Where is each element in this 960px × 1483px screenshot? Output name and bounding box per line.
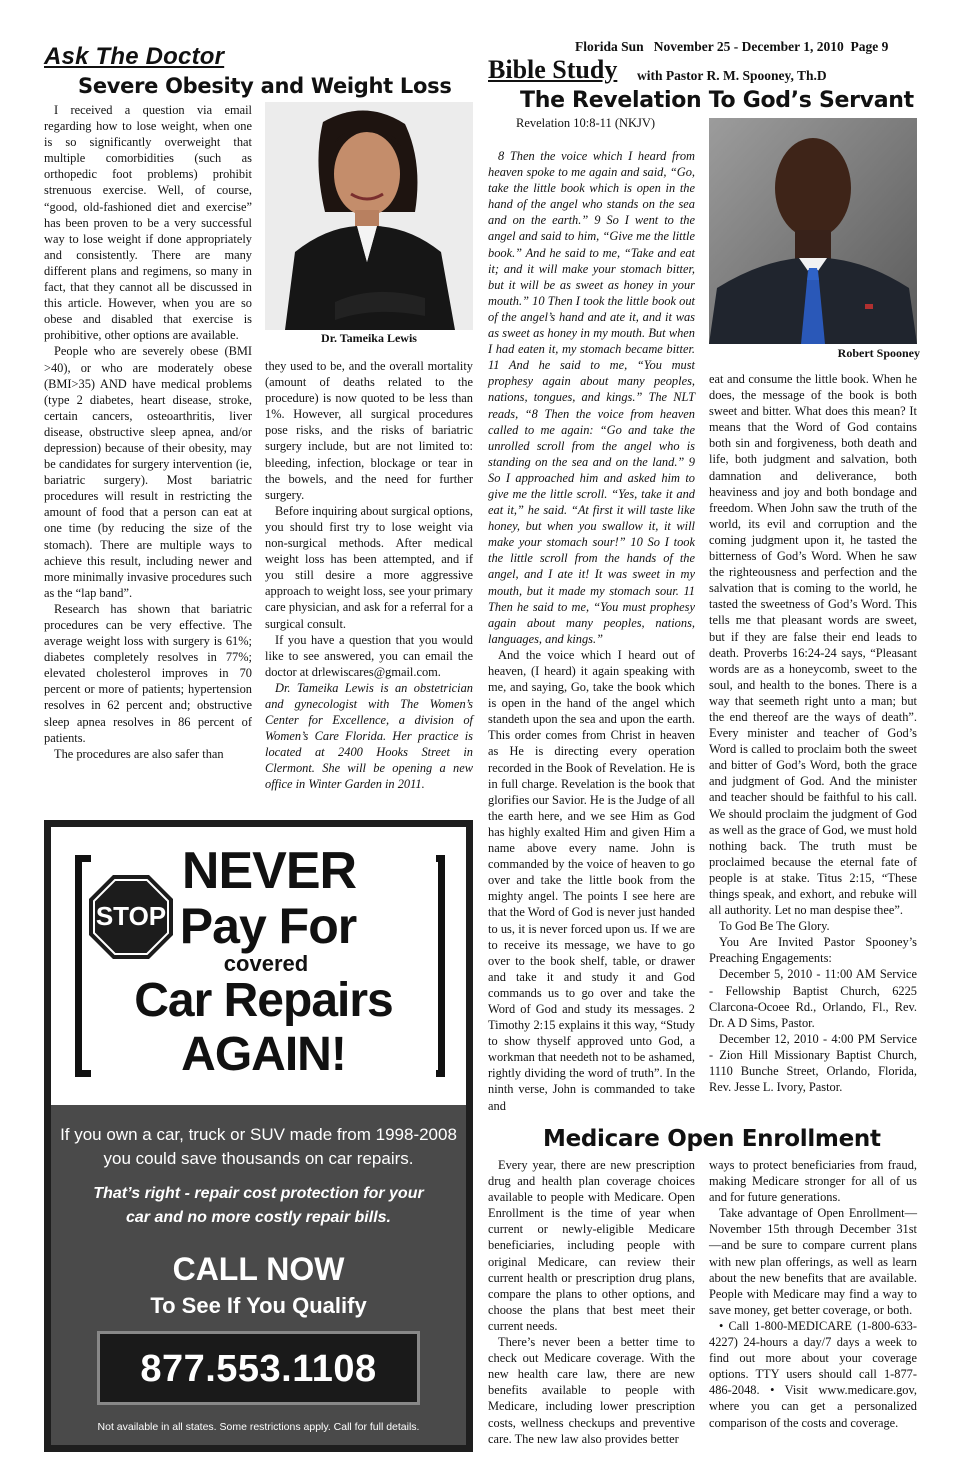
scripture-passage: 8 Then the voice which I heard from heaven spoke to me again and said, “Go, take the little book which is open in the hand of the angel who stands on the sea and on the earth.” 9 So I went to the angel and said to him, “Give me the little book.” And he said to me, “Take and eat it; and it will make your stomach bitter, but it will be as sweet as honey in your mouth.” 10 Then I took the little book out of the angel’s hand and ate it, and it was as sweet as honey in my mouth. But when I had eaten it, my stomach became bitter. 11 And he said to me, “You must prophesy again about many peoples, nations, tongues, and kings.” The NLT reads, “8 Then the voice from heaven called to me again: “Go and take the unrolled scroll from the angel who is standing on the sea and on the land.” 9 So I approached him and asked him to give me the little scroll. “Yes, take it and eat it,” he said. “At first it will taste like honey, but when you swallow it, it will make your stomach sour!” 10 So I took the little scroll from the hands of the angel, and I ate it! It was sweet in my mouth, but it made my stomach sour. 11 Then he said to me, “You must prophesy again about many peoples, nations, languages, and kings.” [488, 149, 695, 646]
medicare-contact: • Call 1-800-MEDICARE (1-800-633-4227) 24-hours a day/7 days a week to find out more about your coverage options. TTY users should call 1-877-486-2048. • Visit www.medicare.gov, where you can get a personalized comparison of the costs and coverage. [709, 1318, 917, 1430]
medicare-paragraph: ways to protect beneficiaries from fraud, making Medicare stronger for all of us and for future generations. [709, 1158, 917, 1205]
doctor-paragraph: they used to be, and the overall mortality (amount of deaths related to the procedure) is now quoted to be less than 1%. However, all surgical procedures pose risks, and the risks of bariatric surgery include, but are not limited to: bleeding, infection, blockage or tear in the bowels, and the need for further surgery. [265, 359, 473, 502]
ad-never: NEVER [181, 842, 357, 900]
doctor-paragraph: Before inquiring about surgical options, you should first try to lose weight via non-surgical methods. After medical weight loss has been attempted, and if you still desire a more aggressive approach to weight loss, see your primary care physician, and ask for a referral for a surgical consult. [265, 503, 473, 631]
bible-column-1 [488, 148, 695, 1114]
bible-paragraph: eat and consume the little book. When he does, the message of the book is both sweet and bitter. What does this mean? It means that the Word of God contains both sin and forgiveness, both death and life, both judgment and salvation, both damnation and deliverance, both heaviness and joy and both bondage and freedom. When John saw the truth of the world, its evil and corruption and the coming judgment upon it, he tasted the bitterness of God’s Word. When he saw the righteousness and perfection and the salvation that is coming to the world, he tasted the sweetness of God’s Word. This tells me that pleasant words are sweet, but if they are false their end leads to death. Proverbs 16:24-24 says, “Pleasant words are as a honeycomb, sweet to the soul, and health to the bones. There is a way that seemeth right unto a man; but the end thereof are the ways of death”. Every minister and teacher of God’s Word is called to proclaim both the sweet and bitter of God’s Word, both the grace and judgment of God. And the minister and teacher should be faithful to his call. We should proclaim the judgment of God as well as the grace of God, we must hold nothing back. The truth must be proclaimed because the eternal fate of people is at stake. Titus 2:15, “These things speak, and exhort, and rebuke will all authority. Let no man despise thee”. [709, 372, 917, 918]
bible-byline: with Pastor R. M. Spooney, Th.D [637, 68, 827, 83]
doctor-paragraph: I received a question via email regarding how to lose weight, when one is so significantly overweight that multiple comorbidities (such as orthopedic foot problems) prohibit strenuous exercise. Well, of course, “good, old-fashioned diet and exercise” has been proven to be a very successful way to lose weight if done appropriately and consistently. There are many different plans and regimens, so many in fact, that they cannot all be discussed in this article. However, when you are so obese and disabled that exercise is prohibitive, other options are available. [44, 103, 252, 343]
ad-covered: covered [223, 951, 309, 976]
paper-name: Florida Sun [575, 39, 644, 54]
bible-paragraph: And the voice which I heard out of heaven, (I heard) it again speaking with me, and saying, Go, take the book which is open in the hand of the angel which standeth upon the sea and upon the earth. This order comes from Christ in heaven as He is directing every operation recorded in the Book of Revelation. He is in full charge. Revelation is the book that glorifies our Savior. He is the Judge of all the earth here, and we see Him as God has highly exalted Him and given Him a name above every name. John is commanded by the voice of heaven to go over and take the little book from the mighty angel. The points I see here are that the Word of God is never just handed to us, it is never forced upon us. If we are to receive its message, we have to go over to the book shelf, table, or drawer and take it and study it and God commands us to go over and take the Word of God and study its messages. 2 Timothy 2:15 explains it this way, “Study to show thyself approved unto God, a workman that needeth not to be ashamed, rightly dividing the word of truth”. In the ninth verse, John is commanded to take and [488, 647, 695, 1113]
pastor-photo [709, 118, 917, 344]
page-number: Page 9 [850, 39, 889, 54]
doctor-column-2 [265, 358, 473, 793]
column-title: Ask The Doctor [44, 43, 225, 70]
ad-call-now: CALL NOW [172, 1251, 345, 1287]
doctor-portrait-image [265, 102, 473, 330]
ad-pitch-line-3: That’s right - repair cost protection for your [93, 1185, 424, 1202]
medicare-paragraph: There’s never been a better time to check out Medicare coverage. With the new health care law, there are new benefits available to people with Medicare, including lower prescription costs, wellness checkups and preventive care. The new law also provides better [488, 1335, 695, 1446]
ad-pitch-line-2: you could save thousands on car repairs. [103, 1149, 414, 1168]
bible-column-title: Bible Study [488, 55, 618, 84]
medicare-column-1 [488, 1157, 695, 1447]
ad-top-panel [51, 827, 466, 1105]
medicare-headline: Medicare Open Enrollment [543, 1126, 881, 1152]
doctor-column-1 [44, 102, 252, 762]
ad-fine-print: Not available in all states. Some restrictions apply. Call for full details. [97, 1421, 420, 1433]
pastor-photo-caption: Robert Spooney [837, 346, 920, 360]
doctor-photo [265, 102, 473, 330]
pastor-portrait-image [709, 118, 917, 344]
doctor-paragraph: The procedures are also safer than [54, 746, 224, 761]
ad-pitch-line-4: car and no more costly repair bills. [126, 1209, 391, 1226]
doctor-paragraph: People who are severely obese (BMI >40), or who are moderately obese (BMI>35) AND have medical problems (type 2 diabetes, heart disease, stroke, certain cancers, osteoarthritis, liver disease, obstructive sleep apnea, and/or depression) because of their obesity, may be candidates for surgery intervention (ie, bariatric surgery). Most bariatric procedures will result in restricting the amount of food that a person can eat at one time (by reducing the size of the stomach). There are multiple ways to achieve this result, including newer and more minimally invasive procedures such as the “lap band”. [44, 344, 252, 600]
bible-engagement: December 12, 2010 - 4:00 PM Service - Zion Hill Missionary Baptist Church, 1110 Bunche Street, Orlando, Florida, Rev. Jesse L. Ivory, Pastor. [709, 1031, 917, 1095]
doctor-headline: Severe Obesity and Weight Loss [78, 74, 452, 98]
bible-column-2 [709, 371, 917, 1095]
ad-again: AGAIN! [181, 1028, 346, 1081]
masthead [575, 39, 920, 55]
bible-headline: The Revelation To God’s Servant [520, 88, 914, 113]
doctor-paragraph: If you have a question that you would like to see answered, you can email the doctor at drlewiscares@gmail.com. [265, 632, 473, 679]
bible-engagement: December 5, 2010 - 11:00 AM Service - Fellowship Baptist Church, 6225 Clarcona-Ocoee Rd., Orlando, Fl., Rev. Dr. A D Sims, Pastor. [709, 967, 917, 1030]
ad-car-repairs: Car Repairs [134, 974, 393, 1027]
bible-reference: Revelation 10:8-11 (NKJV) [516, 116, 656, 130]
ad-pay-for: Pay For [179, 898, 357, 954]
doctor-paragraph: Research has shown that bariatric procedures can be very effective. The average weight loss with surgery is 61%; diabetes completely resolves in 77%; elevated cholesterol improves in 70 percent or more of patients; hypertension resolves in 62 percent and; obstructive sleep apnea resolves in 86 percent of patients. [44, 601, 252, 745]
ad-pitch-line-1: If you own a car, truck or SUV made from 1998-2008 [60, 1125, 457, 1144]
medicare-column-2 [709, 1157, 917, 1431]
medicare-paragraph: Take advantage of Open Enrollment—November 15th through December 31st—and be sure to compare current plans with new plan offerings, as well as learn about the new benefits that are available. People with Medicare may find a way to save money, get better coverage, or both. [709, 1206, 917, 1317]
ad-phone-box[interactable] [97, 1331, 420, 1405]
car-repair-ad[interactable] [44, 820, 473, 1452]
ad-qualify: To See If You Qualify [150, 1293, 367, 1318]
issue-dates: November 25 - December 1, 2010 [653, 39, 844, 54]
doctor-bio: Dr. Tameika Lewis is an obstetrician and gynecologist with The Women’s Center for Excellence, a division of Women’s Care Florida. Her practice is located at 2400 Hooks Street in Clermont. She will be opening a new office in Winter Garden in 2011. [265, 680, 473, 792]
medicare-paragraph: Every year, there are new prescription drug and health plan coverage choices available to people with Medicare. Open Enrollment is the time of year when current or newly-eligible Medicare beneficiaries, including people with original Medicare, can review their current health or prescription drug plans, compare the plans to other options, and choose the plans that best meet their current needs. [488, 1158, 695, 1333]
doctor-photo-caption: Dr. Tameika Lewis [321, 331, 417, 345]
ad-bottom-panel [51, 1105, 466, 1445]
bible-invite: You Are Invited Pastor Spooney’s Preaching Engagements: [709, 935, 917, 966]
ad-phone-number[interactable]: 877.553.1108 [140, 1348, 377, 1390]
bible-closing: To God Be The Glory. [719, 919, 830, 934]
stop-sign-label: STOP [95, 901, 167, 931]
